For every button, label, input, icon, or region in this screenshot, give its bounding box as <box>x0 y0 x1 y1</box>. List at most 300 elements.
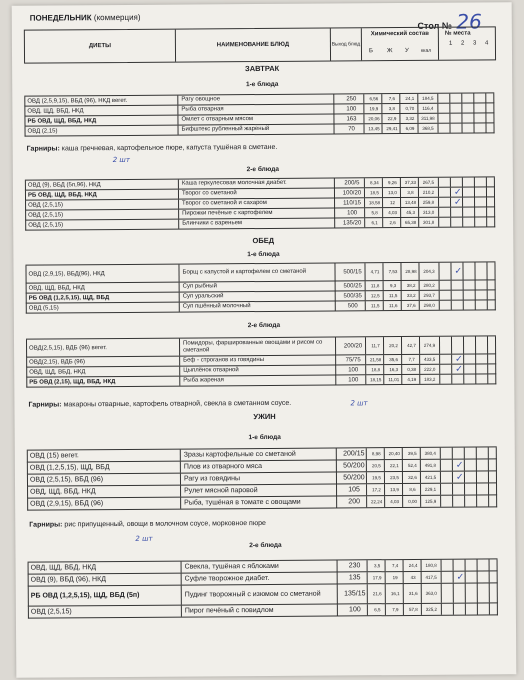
cell-divider <box>419 365 420 374</box>
cell-divider <box>450 178 451 187</box>
output-cell: 105 <box>348 486 360 494</box>
breakfast-garnish-handwritten: 2 шт <box>112 155 130 165</box>
fat-cell: 7,4 <box>391 563 399 569</box>
cell-divider <box>401 301 402 310</box>
kcal-cell: 363,0 <box>425 590 437 596</box>
diet-cell: ОВД (2,5,15) <box>28 201 64 209</box>
diet-cell: ОВД (2,5,15) <box>28 221 64 229</box>
cell-divider <box>487 354 488 363</box>
fat-cell: 11,5 <box>388 293 398 299</box>
cell-divider <box>486 187 487 196</box>
cell-divider <box>417 104 418 113</box>
cell-divider <box>334 263 335 280</box>
output-cell: 135/15 <box>344 590 366 598</box>
carbs-cell: 37,6 <box>406 302 416 309</box>
cell-divider <box>178 200 179 209</box>
cell-divider <box>383 355 384 364</box>
cell-divider <box>381 124 382 133</box>
table-row <box>27 495 497 510</box>
cell-divider <box>487 300 488 309</box>
protein-cell: 11,5 <box>371 303 380 309</box>
check-mark-icon: ✓ <box>454 197 462 207</box>
fat-cell: 16,3 <box>389 367 399 373</box>
cell-divider <box>486 217 487 226</box>
fat-cell: 11,6 <box>389 303 398 309</box>
cell-divider <box>474 208 475 217</box>
cell-divider <box>181 562 182 573</box>
cell-divider <box>489 603 490 614</box>
cell-divider <box>178 180 179 189</box>
cell-divider <box>179 293 180 302</box>
cell-divider <box>420 472 421 483</box>
diet-cell: ОВД (2,5,15), ВБД (96) <box>29 476 104 484</box>
cell-divider <box>384 496 385 507</box>
cell-divider <box>402 460 403 471</box>
diet-cell: ОВД, ЩД, ВБД, НКД <box>27 107 84 115</box>
cell-divider <box>488 471 489 482</box>
cell-divider <box>334 179 335 188</box>
diet-cell: РБ ОВД, ЩД, ВБД, НКД <box>27 117 97 125</box>
kcal-cell: 293,7 <box>423 292 435 298</box>
cell-divider <box>366 496 367 507</box>
dinner-second-table <box>28 558 498 618</box>
cell-divider <box>418 263 419 280</box>
cell-divider <box>485 113 486 122</box>
cell-divider <box>365 291 366 300</box>
cell-divider <box>439 365 440 374</box>
cell-divider <box>461 114 462 123</box>
cell-divider <box>399 114 400 123</box>
cell-divider <box>418 198 419 207</box>
fat-cell: 22,1 <box>389 463 399 469</box>
protein-cell: 3,5 <box>373 563 381 569</box>
cell-divider <box>335 365 336 374</box>
cell-divider <box>451 365 452 374</box>
cell-divider <box>365 337 366 354</box>
output-cell: 500/25 <box>343 282 362 289</box>
place-4: 4 <box>484 40 489 47</box>
cell-divider <box>437 124 438 133</box>
dinner-garnish-handwritten: 2 шт <box>135 534 153 543</box>
cell-divider <box>474 218 475 227</box>
cell-divider <box>475 281 476 290</box>
breakfast-second-table <box>25 176 495 230</box>
cell-divider <box>402 448 403 459</box>
cell-divider <box>334 189 335 198</box>
kcal-cell: 421,5 <box>424 474 437 480</box>
output-cell: 200/5 <box>344 179 360 186</box>
breakfast-first-table <box>24 92 494 136</box>
carbs-cell: 3,8 <box>407 189 414 195</box>
cell-divider <box>402 496 403 507</box>
carbs-cell: 38,2 <box>406 282 416 289</box>
fat-cell: 20,2 <box>389 343 398 349</box>
cell-divider <box>487 290 488 299</box>
cell-divider <box>417 124 418 133</box>
cell-divider <box>463 337 464 354</box>
cell-divider <box>365 355 366 364</box>
dish-cell: Суп пшённый молочный <box>182 303 251 310</box>
diet-cell: ОВД (2,9,15), ВБД (96) <box>30 500 104 508</box>
fat-cell: 13,9 <box>390 487 399 493</box>
kcal-cell: 417,5 <box>425 574 437 580</box>
cell-divider <box>400 178 401 187</box>
cell-divider <box>489 583 490 602</box>
cell-divider <box>420 448 421 459</box>
day-label: ПОНЕДЕЛЬНИК <box>29 13 92 23</box>
cell-divider <box>337 572 338 583</box>
cell-divider <box>439 337 440 354</box>
kcal-cell: 313,0 <box>422 209 435 215</box>
cell-divider <box>419 291 420 300</box>
fat-cell: 20,40 <box>388 451 400 457</box>
cell-divider <box>437 94 438 103</box>
fat-cell: 4,03 <box>390 499 400 505</box>
col-b: Б <box>368 48 373 55</box>
cell-divider <box>474 178 475 187</box>
dish-cell: Омлет с отварным мясом <box>181 116 254 123</box>
dish-cell: Рыба, тушёная в томате с овощами <box>184 498 301 507</box>
protein-cell: 20,5 <box>371 463 381 469</box>
col-dish: НАИМЕНОВАНИЕ БЛЮД <box>176 29 331 62</box>
lunch-second-title: 2-е блюда <box>247 321 281 330</box>
cell-divider <box>402 484 403 495</box>
cell-divider <box>452 460 453 471</box>
output-cell: 500 <box>347 302 358 309</box>
cell-divider <box>335 337 336 354</box>
cell-divider <box>178 210 179 219</box>
fat-cell: 2,6 <box>389 220 396 226</box>
cell-divider <box>363 124 364 133</box>
cell-divider <box>441 584 442 603</box>
dinner-first-table <box>27 446 497 510</box>
cell-divider <box>180 450 181 461</box>
dish-cell: Помидоры, фаршированные овощами и рисом со сметаной <box>182 339 323 354</box>
diet-cell: ОВД (2,5,9,15), ВБД (96), НКД вегет. <box>27 97 128 105</box>
kcal-cell: 491,8 <box>424 462 437 468</box>
day-header <box>30 13 141 23</box>
cell-divider <box>399 124 400 133</box>
col-u: У <box>404 47 409 55</box>
cell-divider <box>177 106 178 115</box>
col-places: № места <box>444 30 471 37</box>
cell-divider <box>365 375 366 384</box>
cell-divider <box>335 355 336 364</box>
cell-divider <box>417 94 418 103</box>
diet-cell: ОВД (2,5,15) <box>28 211 64 219</box>
cell-divider <box>181 574 182 585</box>
cell-divider <box>366 448 367 459</box>
cell-divider <box>486 177 487 186</box>
cell-divider <box>418 208 419 217</box>
kcal-cell: 125,9 <box>424 498 437 504</box>
kcal-cell: 183,2 <box>424 376 436 382</box>
cell-divider <box>453 572 454 583</box>
garnish-label: Гарниры: <box>29 521 63 529</box>
cell-divider <box>335 375 336 384</box>
cell-divider <box>333 125 334 134</box>
cell-divider <box>418 178 419 187</box>
protein-cell: 18,8 <box>371 367 381 373</box>
cell-divider <box>451 281 452 290</box>
breakfast-garnish <box>27 144 278 153</box>
diet-cell: ОВД (5,15) <box>28 304 59 312</box>
menu-sheet <box>12 2 517 677</box>
col-chem <box>362 28 439 61</box>
cell-divider <box>336 460 337 471</box>
carbs-cell: 0,70 <box>405 105 415 112</box>
cell-divider <box>365 281 366 290</box>
dish-cell: Рыба отварная <box>181 106 224 113</box>
cell-divider <box>476 448 477 459</box>
cell-divider <box>449 124 450 133</box>
dinner-first-title: 1-е блюда <box>248 433 281 442</box>
kcal-cell: 210,2 <box>422 189 435 195</box>
table-row <box>25 217 495 230</box>
cell-divider <box>180 462 181 473</box>
cell-divider <box>337 584 338 603</box>
protein-cell: 6,56 <box>369 96 379 102</box>
protein-cell: 19,5 <box>372 475 381 481</box>
table-row <box>28 603 498 618</box>
cell-divider <box>384 472 385 483</box>
cell-divider <box>367 584 368 603</box>
cell-divider <box>476 496 477 507</box>
cell-divider <box>439 375 440 384</box>
cell-divider <box>465 604 466 615</box>
cell-divider <box>383 375 384 384</box>
kcal-cell: 204,3 <box>423 268 435 274</box>
output-cell: 135/20 <box>342 219 362 226</box>
cell-divider <box>384 484 385 495</box>
cell-divider <box>401 355 402 364</box>
cell-divider <box>363 104 364 113</box>
dish-cell: Рыба жареная <box>183 377 224 384</box>
cell-divider <box>365 365 366 374</box>
cell-divider <box>473 94 474 103</box>
carbs-cell: 31,6 <box>408 590 418 596</box>
cell-divider <box>366 472 367 483</box>
output-cell: 100 <box>347 209 358 216</box>
output-cell: 50/200 <box>343 474 365 482</box>
cell-divider <box>381 104 382 113</box>
carbs-cell: 65,38 <box>405 219 417 226</box>
kcal-cell: 311,98 <box>421 115 435 121</box>
cell-divider <box>419 355 420 364</box>
dish-cell: Беф - строганов из говядины <box>183 357 265 364</box>
dish-cell: Суп рыбный <box>182 283 217 290</box>
carbs-cell: 33,2 <box>406 292 416 299</box>
cell-divider <box>488 447 489 458</box>
kcal-cell: 259,8 <box>422 199 435 205</box>
cell-divider <box>364 208 365 217</box>
cell-divider <box>333 105 334 114</box>
breakfast-second-title: 2-е блюда <box>246 165 280 174</box>
output-cell: 200/20 <box>343 342 363 349</box>
cell-divider <box>385 584 386 603</box>
cell-divider <box>477 584 478 603</box>
cell-divider <box>421 560 422 571</box>
kcal-cell: 280,2 <box>423 282 435 288</box>
diet-cell: ОВД (2,15) <box>27 127 58 135</box>
cell-divider <box>440 472 441 483</box>
dish-cell: Пудинг творожный с изюмом со сметаной <box>184 590 321 599</box>
cell-divider <box>451 355 452 364</box>
cell-divider <box>441 560 442 571</box>
lunch-first-table <box>25 261 495 313</box>
protein-cell: 18,58 <box>368 200 381 206</box>
cell-divider <box>178 126 179 135</box>
cell-divider <box>334 209 335 218</box>
cell-divider <box>179 357 180 366</box>
cell-divider <box>400 218 401 227</box>
cell-divider <box>403 584 404 603</box>
cell-divider <box>451 375 452 384</box>
check-mark-icon: ✓ <box>453 187 462 197</box>
cell-divider <box>437 114 438 123</box>
cell-divider <box>465 584 466 603</box>
cell-divider <box>451 337 452 354</box>
cell-divider <box>452 472 453 483</box>
cell-divider <box>363 114 364 123</box>
cell-divider <box>337 560 338 571</box>
diet-cell: ОВД, ЩД, ВБД, НКД <box>30 564 97 572</box>
diet-cell: ОВД (9), ВБД (96), НКД <box>30 576 106 584</box>
protein-cell: 21,58 <box>369 357 382 363</box>
output-cell: 75/75 <box>345 356 361 363</box>
cell-divider <box>473 114 474 123</box>
cell-divider <box>421 604 422 615</box>
cell-divider <box>383 365 384 374</box>
cell-divider <box>336 496 337 507</box>
chem-label: Химический состав <box>370 30 429 38</box>
cell-divider <box>453 584 454 603</box>
cell-divider <box>475 337 476 354</box>
cell-divider <box>419 337 420 354</box>
cell-divider <box>462 178 463 187</box>
cell-divider <box>487 336 488 353</box>
protein-cell: 17,9 <box>372 575 382 581</box>
cell-divider <box>477 604 478 615</box>
cell-divider <box>421 572 422 583</box>
cell-divider <box>475 301 476 310</box>
cell-divider <box>418 218 419 227</box>
check-mark-icon: ✓ <box>455 364 463 374</box>
cell-divider <box>383 301 384 310</box>
output-cell: 135 <box>348 574 361 582</box>
cell-divider <box>403 560 404 571</box>
cell-divider <box>465 560 466 571</box>
carbs-cell: 57,8 <box>408 606 418 612</box>
dish-cell: Свекла, тушёная с яблоками <box>184 562 279 571</box>
cell-divider <box>462 208 463 217</box>
cell-divider <box>421 584 422 603</box>
cell-divider <box>488 459 489 470</box>
cell-divider <box>401 375 402 384</box>
carbs-cell: 24,4 <box>408 562 418 568</box>
cell-divider <box>485 123 486 132</box>
lunch-garnish <box>28 400 291 409</box>
kcal-cell: 267,5 <box>422 179 435 185</box>
carbs-cell: 3,32 <box>405 115 415 122</box>
protein-cell: 5,8 <box>371 210 378 216</box>
output-cell: 163 <box>346 115 357 122</box>
carbs-cell: 28,98 <box>405 268 417 275</box>
kcal-cell: 298,0 <box>423 302 435 308</box>
cell-divider <box>363 94 364 103</box>
cell-divider <box>382 178 383 187</box>
col-output: Выход блюд <box>331 28 362 60</box>
cell-divider <box>367 604 368 615</box>
cell-divider <box>384 448 385 459</box>
carbs-cell: 6,09 <box>405 125 415 132</box>
cell-divider <box>364 188 365 197</box>
cell-divider <box>450 198 451 207</box>
dinner-title: УЖИН <box>253 411 276 422</box>
cell-divider <box>440 448 441 459</box>
cell-divider <box>486 262 487 279</box>
cell-divider <box>178 190 179 199</box>
cell-divider <box>179 303 180 312</box>
carbs-cell: 7,7 <box>408 356 415 362</box>
protein-cell: 22,24 <box>370 499 383 505</box>
cell-divider <box>475 291 476 300</box>
dish-cell: Рагу из говядины <box>183 475 241 483</box>
dish-cell: Творог со сметаной и сахаром <box>182 199 267 207</box>
carbs-cell: 39,5 <box>407 450 417 456</box>
cell-divider <box>400 263 401 280</box>
check-mark-icon: ✓ <box>454 266 463 277</box>
diet-cell: ОВД, ЩД, ВБД, НКД <box>30 488 96 496</box>
cell-divider <box>473 104 474 113</box>
protein-cell: 6,1 <box>371 220 378 226</box>
carbs-cell: 24,1 <box>405 95 415 102</box>
cell-divider <box>383 291 384 300</box>
fat-cell: 13,0 <box>388 190 397 196</box>
table-row <box>26 300 496 313</box>
kcal-cell: 184,5 <box>422 95 434 101</box>
cell-divider <box>179 283 180 292</box>
protein-cell: 17,2 <box>372 487 381 493</box>
cell-divider <box>382 218 383 227</box>
cell-divider <box>364 263 365 280</box>
dish-cell: Плов из отварного мяса <box>183 463 263 471</box>
cell-divider <box>417 114 418 123</box>
table-label: Стол № <box>417 20 452 31</box>
diet-cell: ОВД(2,5,15), ВДБ (96) вегет. <box>29 344 107 352</box>
cell-divider <box>449 94 450 103</box>
cell-divider <box>452 448 453 459</box>
garnish-text: каша гречневая, картофельное пюре, капуста тушёная в сметане. <box>61 143 278 153</box>
diet-cell: РБ ОВД (1,2,5,15), ЩД, ВБД (5п) <box>30 591 140 600</box>
dish-cell: Рулет мясной паровой <box>184 487 258 495</box>
diet-cell: ОВД(2,15), ВДБ (96) <box>29 358 85 366</box>
fat-cell: 7,6 <box>388 96 395 102</box>
cell-divider <box>451 301 452 310</box>
cell-divider <box>485 103 486 112</box>
cell-divider <box>381 114 382 123</box>
output-cell: 500/15 <box>343 268 362 275</box>
output-cell: 100 <box>348 376 359 383</box>
cell-divider <box>463 291 464 300</box>
cell-divider <box>335 281 336 290</box>
cell-divider <box>385 560 386 571</box>
check-mark-icon: ✓ <box>455 472 464 483</box>
protein-cell: 20,06 <box>368 116 380 122</box>
cell-divider <box>449 104 450 113</box>
cell-divider <box>418 188 419 197</box>
table-row <box>26 374 496 387</box>
